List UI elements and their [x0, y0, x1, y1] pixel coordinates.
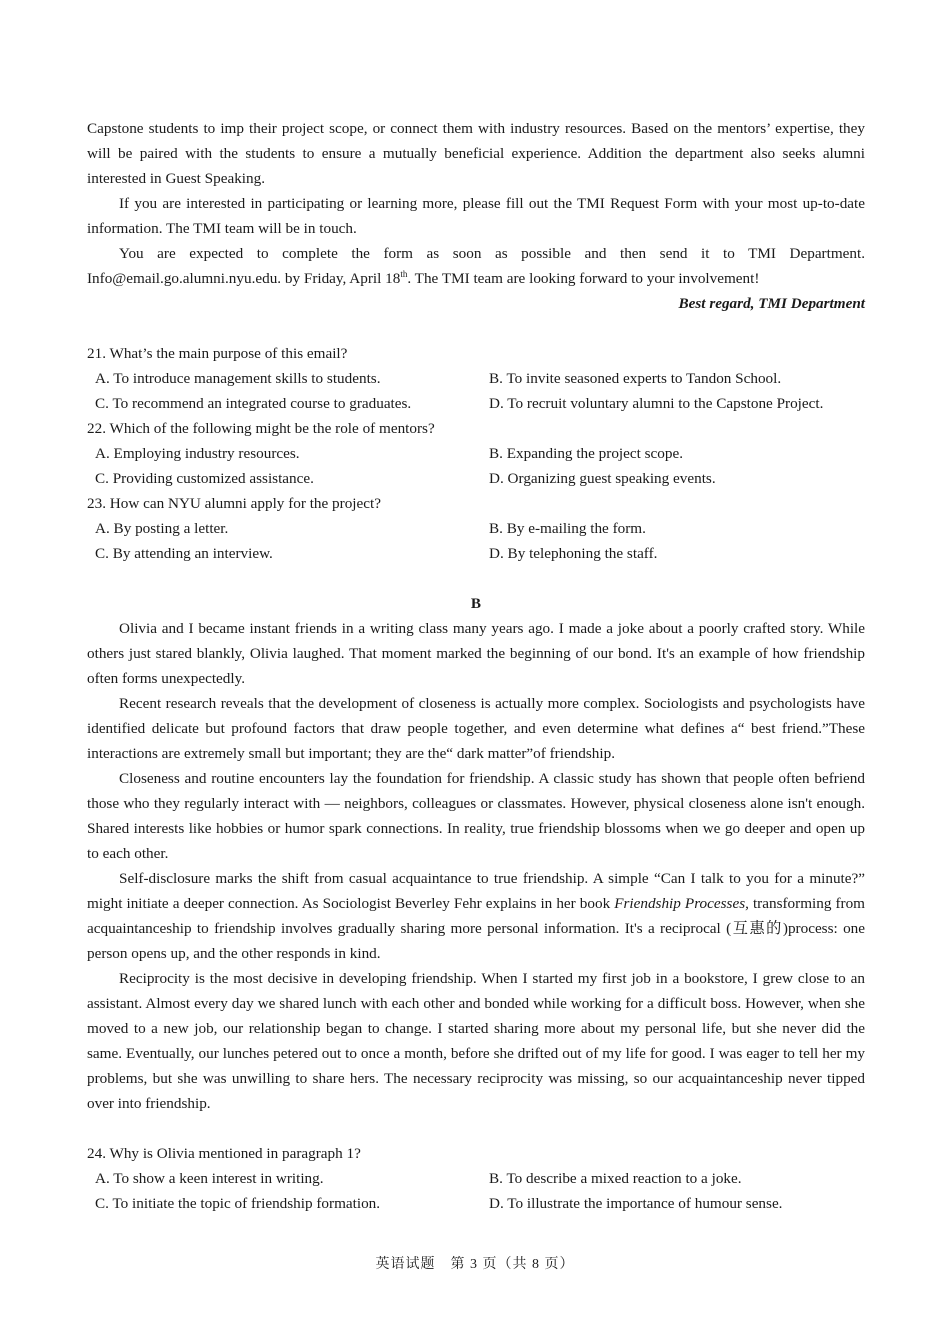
option-a: A. To introduce management skills to students. — [95, 370, 381, 387]
passage-a-paragraph-2: If you are interested in participating or learning more, please fill out the TMI Request Form with your most up-to-date information. The TMI team will be in touch. — [87, 195, 865, 237]
option-d: D. Organizing guest speaking events. — [489, 470, 716, 487]
passage-b-paragraph-5: Reciprocity is the most decisive in developing friendship. When I started my first job in a bookstore, I grew close to an assistant. Almost every day we shared lunch with each other and bonded while working for a difficult boss. However, when she moved to a new job, our relationship began to change. I started sharing more about my personal life, but she never did the same. Eventually, our lunches petered out to once a month, before she drifted out of my life for good. I was eager to tell her my problems, but she was unwilling to share hers. The necessary reciprocity was missing, so our acquaintanceship never tipped over into friendship. — [87, 970, 865, 1112]
option-a: A. To show a keen interest in writing. — [95, 1170, 324, 1187]
spacer — [87, 566, 865, 591]
passage-b-paragraph-4 — [87, 866, 865, 966]
spacer — [87, 1116, 865, 1141]
p4-tail: , transforming from acquaintanceship to friendship involves gradually sharing more personal information. It's a reciprocal (互惠的)process: one person opens up, and the other responds in kind. — [87, 895, 865, 962]
option-b: B. By e-mailing the form. — [489, 520, 646, 537]
option-b: B. To describe a mixed reaction to a joke. — [489, 1170, 742, 1187]
option-d: D. To illustrate the importance of humour sense. — [489, 1195, 783, 1212]
passage-a-paragraph-1: Capstone students to imp their project scope, or connect them with industry resources. Based on the mentors’ expertise, they will be paired with the students to ensure a mutually beneficial experience. Addition the department also seeks alumni interested in Guest Speaking. — [87, 120, 865, 187]
option-c: C. By attending an interview. — [95, 545, 273, 562]
exam-page — [87, 116, 865, 1216]
option-c: C. To initiate the topic of friendship formation. — [95, 1195, 381, 1212]
question-stem: 21. What’s the main purpose of this email? — [87, 345, 348, 362]
question-22 — [87, 416, 865, 491]
question-stem: 24. Why is Olivia mentioned in paragraph 1? — [87, 1145, 361, 1162]
page-footer: 英语试题 第 3 页（共 8 页） — [375, 1257, 575, 1272]
option-a: A. By posting a letter. — [95, 520, 229, 537]
question-stem: 23. How can NYU alumni apply for the project? — [87, 495, 381, 512]
option-d: D. To recruit voluntary alumni to the Capstone Project. — [489, 395, 824, 412]
book-title: Friendship Processes — [614, 895, 746, 912]
option-c: C. To recommend an integrated course to graduates. — [95, 395, 412, 412]
question-24 — [87, 1141, 865, 1216]
option-c: C. Providing customized assistance. — [95, 470, 314, 487]
question-23 — [87, 491, 865, 566]
option-d: D. By telephoning the staff. — [489, 545, 658, 562]
spacer — [87, 316, 865, 341]
passage-a-p3-text: You are expected to complete the form as soon as possible and then send it to TMI Department. Info@email.go.alumni.nyu.edu. by Friday, April 18 — [87, 245, 865, 287]
question-21 — [87, 341, 865, 416]
passage-b-paragraph-2: Recent research reveals that the development of closeness is actually more complex. Sociologists and psychologists have identified delicate but profound factors that draw people together, and even determine what defines a“ best friend.”These interactions are extremely small but important; they are the“ dark matter”of friendship. — [87, 695, 865, 762]
option-b: B. Expanding the project scope. — [489, 445, 684, 462]
passage-a-p3-tail: . The TMI team are looking forward to your involvement! — [407, 270, 760, 287]
option-b: B. To invite seasoned experts to Tandon School. — [489, 370, 782, 387]
email-signature: Best regard, TMI Department — [678, 295, 865, 312]
p4-text: Self-disclosure marks the shift from casual acquaintance to true friendship. A simple “Can I talk to you for a minute?” might initiate a deeper connection. As Sociologist Beverley Fehr explains in her book — [87, 870, 865, 912]
question-stem: 22. Which of the following might be the role of mentors? — [87, 420, 435, 437]
superscript-th: th — [400, 268, 408, 279]
passage-b-paragraph-3: Closeness and routine encounters lay the foundation for friendship. A classic study has shown that people often befriend those who they regularly interact with — neighbors, colleagues or classmates. However, physical closeness alone isn't enough. Shared interests like hobbies or humor spark connections. In reality, true friendship blossoms when we go deeper and open up to each other. — [87, 770, 865, 862]
passage-b-paragraph-1: Olivia and I became instant friends in a writing class many years ago. I made a joke about a poorly crafted story. While others just stared blankly, Olivia laughed. That moment marked the beginning of our bond. It's an example of how friendship often forms unexpectedly. — [87, 620, 865, 687]
section-title-b: B — [470, 595, 482, 612]
option-a: A. Employing industry resources. — [95, 445, 300, 462]
passage-a-paragraph-3 — [87, 241, 865, 291]
